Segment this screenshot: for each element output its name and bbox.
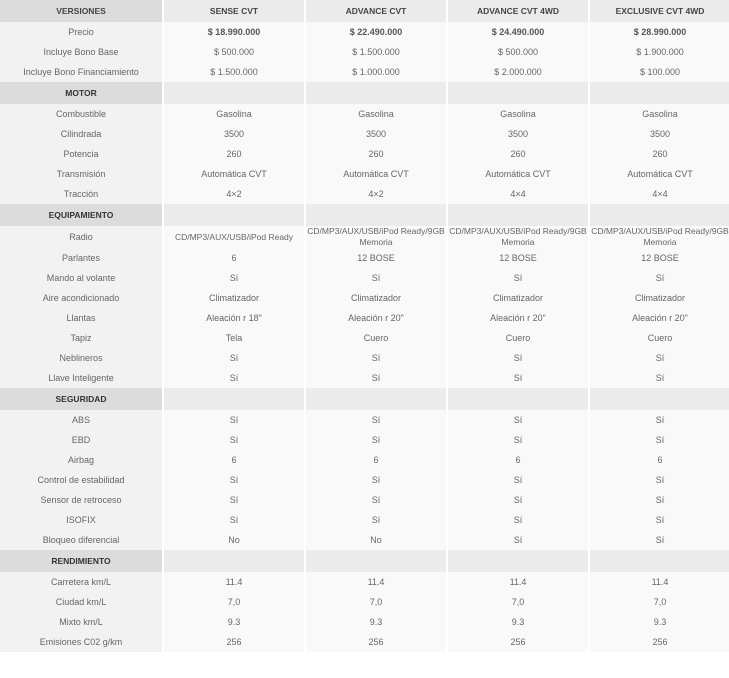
row-value: 9.3 xyxy=(164,612,304,632)
row-value: 11.4 xyxy=(164,572,304,592)
row-value: 260 xyxy=(306,144,446,164)
row-value: Gasolina xyxy=(164,104,304,124)
row-value: $ 1.500.000 xyxy=(306,42,446,62)
row-value: $ 500.000 xyxy=(448,42,588,62)
row-value: 9.3 xyxy=(448,612,588,632)
row-value: 3500 xyxy=(590,124,729,144)
row-value: 7,0 xyxy=(306,592,446,612)
row-value: $ 100.000 xyxy=(590,62,729,82)
section-header-cell xyxy=(306,550,446,572)
row-label: Incluye Bono Base xyxy=(0,42,162,62)
section-header-cell xyxy=(164,204,304,226)
version-header: EXCLUSIVE CVT 4WD xyxy=(590,0,729,22)
row-value: 3500 xyxy=(164,124,304,144)
section-header-cell xyxy=(164,550,304,572)
row-value: 11.4 xyxy=(448,572,588,592)
row-value: $ 28.990.000 xyxy=(590,22,729,42)
version-header: ADVANCE CVT 4WD xyxy=(448,0,588,22)
row-value: Sí xyxy=(448,268,588,288)
version-header: SENSE CVT xyxy=(164,0,304,22)
table-row xyxy=(0,410,729,430)
row-value: CD/MP3/AUX/USB/iPod Ready/9GB Memoria xyxy=(307,226,445,247)
row-value: 9.3 xyxy=(590,612,729,632)
table-row xyxy=(0,22,729,42)
row-value: No xyxy=(164,530,304,550)
version-header: ADVANCE CVT xyxy=(306,0,446,22)
table-row xyxy=(0,632,729,652)
section-header-cell xyxy=(164,388,304,410)
row-label: ABS xyxy=(0,410,162,430)
section-title: MOTOR xyxy=(0,82,162,104)
table-row xyxy=(0,572,729,592)
section-title: SEGURIDAD xyxy=(0,388,162,410)
row-value: $ 24.490.000 xyxy=(448,22,588,42)
row-value: Sí xyxy=(590,490,729,510)
section-header-row xyxy=(0,550,729,572)
row-value: 3500 xyxy=(448,124,588,144)
row-value: 12 BOSE xyxy=(448,248,588,268)
row-label: Ciudad km/L xyxy=(0,592,162,612)
row-value: 6 xyxy=(590,450,729,470)
row-label: Mixto km/L xyxy=(0,612,162,632)
row-value: Sí xyxy=(590,470,729,490)
row-value: Sí xyxy=(590,368,729,388)
row-value: 4×2 xyxy=(164,184,304,204)
header-label: VERSIONES xyxy=(0,0,162,22)
row-label: Airbag xyxy=(0,450,162,470)
row-value: Cuero xyxy=(306,328,446,348)
row-label: Combustible xyxy=(0,104,162,124)
row-label: Aire acondicionado xyxy=(0,288,162,308)
row-value: Climatizador xyxy=(448,288,588,308)
table-row xyxy=(0,248,729,268)
row-value: Sí xyxy=(164,430,304,450)
section-header-cell xyxy=(448,388,588,410)
section-header-cell xyxy=(164,82,304,104)
row-value: 6 xyxy=(164,248,304,268)
table-row xyxy=(0,144,729,164)
row-value: Sí xyxy=(448,490,588,510)
row-value: 256 xyxy=(164,632,304,652)
section-header-cell xyxy=(448,550,588,572)
row-value: CD/MP3/AUX/USB/iPod Ready/9GB Memoria xyxy=(449,226,587,247)
row-label: Control de estabilidad xyxy=(0,470,162,490)
row-label: Precio xyxy=(0,22,162,42)
row-value: Sí xyxy=(164,368,304,388)
section-header-cell xyxy=(590,388,729,410)
table-row xyxy=(0,510,729,530)
row-value: CD/MP3/AUX/USB/iPod Ready xyxy=(164,226,304,248)
row-value: Sí xyxy=(448,410,588,430)
row-value: Sí xyxy=(448,348,588,368)
row-value: 6 xyxy=(306,450,446,470)
row-value: 12 BOSE xyxy=(590,248,729,268)
row-value: $ 1.000.000 xyxy=(306,62,446,82)
row-value: Automática CVT xyxy=(164,164,304,184)
row-value: Sí xyxy=(306,268,446,288)
row-value: Aleación r 20" xyxy=(448,308,588,328)
row-label: Bloqueo diferencial xyxy=(0,530,162,550)
row-label: Incluye Bono Financiamiento xyxy=(0,62,162,82)
row-value: $ 1.900.000 xyxy=(590,42,729,62)
table-row xyxy=(0,450,729,470)
table-row xyxy=(0,62,729,82)
section-header-cell xyxy=(448,82,588,104)
row-value: $ 2.000.000 xyxy=(448,62,588,82)
row-value: Sí xyxy=(448,470,588,490)
row-value: 9.3 xyxy=(306,612,446,632)
table-row xyxy=(0,530,729,550)
table-row xyxy=(0,368,729,388)
row-label: Radio xyxy=(0,226,162,248)
row-value: Sí xyxy=(590,348,729,368)
row-value: Sí xyxy=(306,348,446,368)
header-row xyxy=(0,0,729,22)
table-row xyxy=(0,490,729,510)
section-header-cell xyxy=(306,82,446,104)
section-header-row xyxy=(0,204,729,226)
row-value: Sí xyxy=(164,510,304,530)
row-value: 260 xyxy=(590,144,729,164)
row-label: Sensor de retroceso xyxy=(0,490,162,510)
row-label: Parlantes xyxy=(0,248,162,268)
table-row xyxy=(0,348,729,368)
section-header-cell xyxy=(590,204,729,226)
row-value: Sí xyxy=(306,368,446,388)
row-value: Sí xyxy=(590,530,729,550)
row-value: No xyxy=(306,530,446,550)
row-value: 4×4 xyxy=(448,184,588,204)
row-label: ISOFIX xyxy=(0,510,162,530)
table-row xyxy=(0,164,729,184)
table-row xyxy=(0,104,729,124)
row-label: Carretera km/L xyxy=(0,572,162,592)
row-value: 7,0 xyxy=(164,592,304,612)
table-row xyxy=(0,308,729,328)
row-value: 7,0 xyxy=(448,592,588,612)
row-value: CD/MP3/AUX/USB/iPod Ready/9GB Memoria xyxy=(591,226,729,247)
row-value: 6 xyxy=(164,450,304,470)
section-header-cell xyxy=(448,204,588,226)
row-value: 4×4 xyxy=(590,184,729,204)
row-value: 256 xyxy=(306,632,446,652)
row-value: $ 18.990.000 xyxy=(164,22,304,42)
row-value: Gasolina xyxy=(448,104,588,124)
section-header-cell xyxy=(306,204,446,226)
table-row xyxy=(0,592,729,612)
row-value: Sí xyxy=(590,268,729,288)
row-label: Neblineros xyxy=(0,348,162,368)
row-value: Sí xyxy=(448,530,588,550)
row-label: Tapiz xyxy=(0,328,162,348)
row-value: Sí xyxy=(164,268,304,288)
section-title: EQUIPAMIENTO xyxy=(0,204,162,226)
row-label: Transmisión xyxy=(0,164,162,184)
row-value: Cuero xyxy=(590,328,729,348)
section-header-cell xyxy=(590,550,729,572)
table-row xyxy=(0,226,729,248)
table-row xyxy=(0,268,729,288)
row-value: Sí xyxy=(306,410,446,430)
row-label: Llave Inteligente xyxy=(0,368,162,388)
section-title: RENDIMIENTO xyxy=(0,550,162,572)
row-value: Automática CVT xyxy=(590,164,729,184)
section-header-row xyxy=(0,388,729,410)
row-value: Sí xyxy=(306,430,446,450)
row-value: $ 22.490.000 xyxy=(306,22,446,42)
row-label: Cilindrada xyxy=(0,124,162,144)
section-header-cell xyxy=(590,82,729,104)
row-value: 11.4 xyxy=(590,572,729,592)
row-label: Emisiones C02 g/km xyxy=(0,632,162,652)
row-value: 4×2 xyxy=(306,184,446,204)
row-value: Sí xyxy=(306,470,446,490)
row-value: Sí xyxy=(448,510,588,530)
row-value: 256 xyxy=(448,632,588,652)
section-header-cell xyxy=(306,388,446,410)
row-value: Aleación r 20" xyxy=(590,308,729,328)
row-value: Climatizador xyxy=(306,288,446,308)
row-value: Sí xyxy=(590,510,729,530)
row-value: Climatizador xyxy=(164,288,304,308)
table-row xyxy=(0,42,729,62)
row-value: 11.4 xyxy=(306,572,446,592)
row-value: Sí xyxy=(164,410,304,430)
row-value: Sí xyxy=(590,430,729,450)
row-value: 3500 xyxy=(306,124,446,144)
row-value: Climatizador xyxy=(590,288,729,308)
table-row xyxy=(0,470,729,490)
row-label: EBD xyxy=(0,430,162,450)
row-value: Sí xyxy=(164,470,304,490)
row-value: Sí xyxy=(164,490,304,510)
row-value: Sí xyxy=(306,490,446,510)
row-value: Cuero xyxy=(448,328,588,348)
row-value: 260 xyxy=(448,144,588,164)
row-value: Automática CVT xyxy=(306,164,446,184)
row-value: Aleación r 20" xyxy=(306,308,446,328)
table-row xyxy=(0,612,729,632)
table-row xyxy=(0,288,729,308)
row-value: Aleación r 18" xyxy=(164,308,304,328)
row-value: Sí xyxy=(164,348,304,368)
row-value: $ 500.000 xyxy=(164,42,304,62)
row-value: 12 BOSE xyxy=(306,248,446,268)
row-label: Potencia xyxy=(0,144,162,164)
row-value: Gasolina xyxy=(306,104,446,124)
row-value: Sí xyxy=(590,410,729,430)
row-label: Tracción xyxy=(0,184,162,204)
row-value: 260 xyxy=(164,144,304,164)
row-label: Mando al volante xyxy=(0,268,162,288)
table-row xyxy=(0,328,729,348)
row-value: Automática CVT xyxy=(448,164,588,184)
row-value: Tela xyxy=(164,328,304,348)
row-label: Llantas xyxy=(0,308,162,328)
row-value: 6 xyxy=(448,450,588,470)
row-value: $ 1.500.000 xyxy=(164,62,304,82)
row-value: Gasolina xyxy=(590,104,729,124)
row-value: Sí xyxy=(306,510,446,530)
table-row xyxy=(0,430,729,450)
section-header-row xyxy=(0,82,729,104)
table-row xyxy=(0,184,729,204)
row-value: Sí xyxy=(448,430,588,450)
row-value: 7,0 xyxy=(590,592,729,612)
row-value: 256 xyxy=(590,632,729,652)
table-row xyxy=(0,124,729,144)
row-value: Sí xyxy=(448,368,588,388)
